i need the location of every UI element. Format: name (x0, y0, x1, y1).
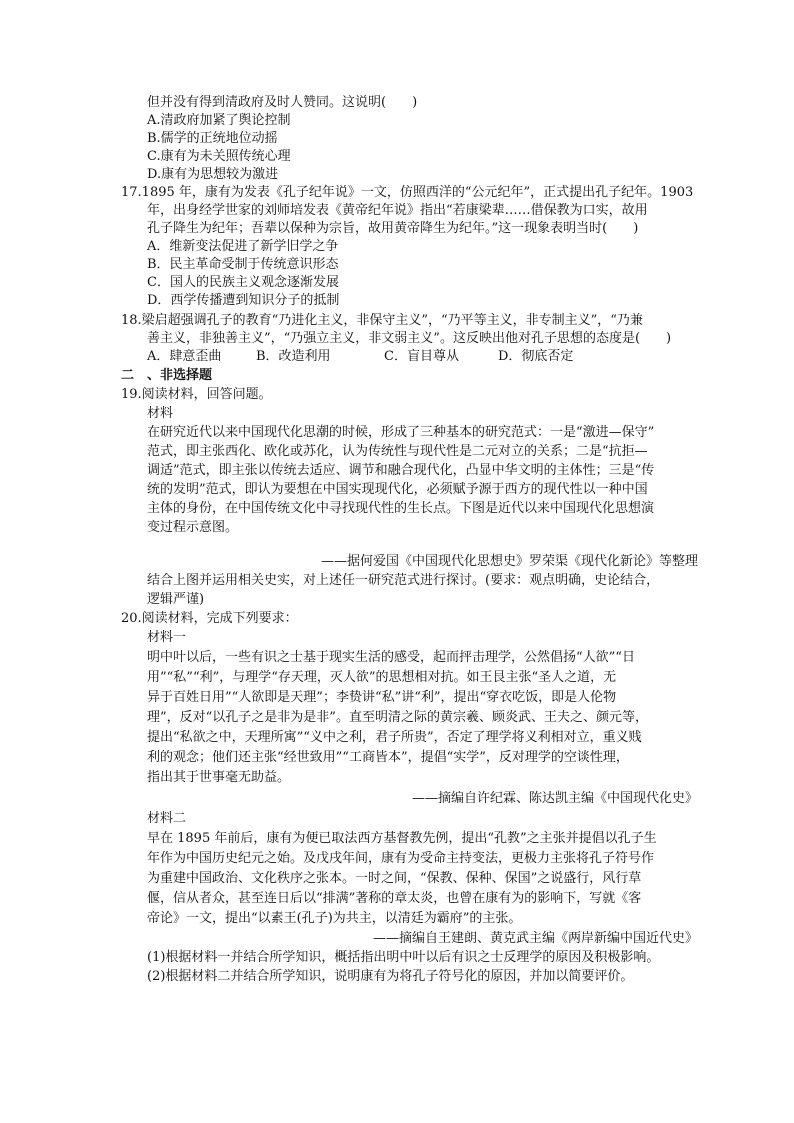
q19-material-line-4: 统的发明”范式，即认为要想在中国实现现代化，必须赋予源于西方的现代性以一种中国 (147, 482, 648, 497)
q19-material-line-1: 在研究近代以来中国现代化思潮的时候，形成了三种基本的研究范式：一是“激进—保守” (147, 425, 655, 440)
q20-material1-line-1: 明中叶以后，一些有识之士基于现实生活的感受，起而抨击理学，公然倡扬“人欲”“日 (147, 650, 635, 665)
q20-material2-line-5: 帝论》一文，提出“以素王(孔子)为共主，以清廷为霸府”的主张。 (147, 911, 522, 926)
q17-line-2: 年，出身经学世家的刘师培发表《黄帝纪年说》指出“若康梁辈……借保教为口实，故用 (147, 203, 648, 218)
q20-material1-line-4: 理”，反对“以孔子之是非为是非”。直至明清之际的黄宗羲、顾炎武、王夫之、颜元等， (147, 710, 648, 725)
q19-requirement-line-1: 结合上图并运用相关史实，对上述任一研究范式进行探讨。(要求：观点明确，史论结合， (147, 573, 660, 588)
q18-option-c: C．盲目尊从 (384, 349, 459, 364)
q18-option-d: D．彻底否定 (498, 349, 574, 364)
q20-material1-source: ——摘编自许纪霖、陈达凯主编《中国现代化史》 (411, 791, 698, 806)
q19-material-line-6: 变过程示意图。 (147, 520, 239, 535)
q20-stem: 20.阅读材料，完成下列要求： (121, 611, 298, 626)
q20-material1-line-5: 提出“私欲之中，天理所寓”“义中之利，君子所贵”，否定了理学将义利相对立，重义贱 (147, 730, 642, 745)
q20-material2-line-3: 为重建中国政治、文化秩序之张本。一时之间，“保教、保种、保国”之说盛行，风行草 (147, 871, 642, 886)
q19-material-line-5: 主体的身份，在中国传统文化中寻找现代性的生长点。下图是近代以来中国现代化思想演 (147, 501, 655, 516)
q16-option-a: A.清政府加紧了舆论控制 (147, 113, 291, 128)
q18-option-b: B．改造利用 (256, 349, 331, 364)
q19-material-label: 材料 (147, 406, 174, 421)
q19-stem: 19.阅读材料，回答问题。 (121, 387, 272, 402)
q20-material2-line-2: 年作为中国历史纪元之始。及戊戌年间，康有为受命主持变法，更极力主张将孔子符号作 (147, 851, 655, 866)
q19-material-line-2: 范式，即主张西化、欧化或苏化，认为传统性与现代性是二元对立的关系；二是“抗拒— (147, 444, 648, 459)
q19-source: ——据何爱国《中国现代化思想史》罗荣渠《现代化新论》等整理 (320, 554, 698, 569)
q20-material2-line-4: 偃，信从者众，甚至连日后以“排满”著称的章太炎，也曾在康有为的影响下，写就《客 (147, 891, 642, 906)
q20-material1-label: 材料一 (147, 630, 187, 645)
q16-stem: 但并没有得到清政府及时人赞同。这说明( ) (147, 95, 418, 110)
q17-option-c: C．国人的民族主义观念逐渐发展 (147, 275, 339, 290)
q19-material-line-3: 调适”范式，即主张以传统去适应、调节和融合现代化，凸显中华文明的主体性；三是“传 (147, 463, 655, 478)
q20-material2-source: ——摘编自王建朗、黄克武主编《两岸新编中国近代史》 (372, 931, 698, 946)
q18-line-2: 善主义，非独善主义”，“乃强立主义，非文弱主义”。这反映出他对孔子思想的态度是( ) (147, 331, 672, 346)
q17-line-3: 孔子降生为纪年；吾辈以保种为宗旨，故用黄帝降生为纪年。”这一现象表明当时( ) (147, 221, 639, 236)
q16-option-b: B.儒学的正统地位动摇 (147, 131, 278, 146)
q20-material1-line-6: 利的观念；他们还主张“经世致用”“工商皆本”，提倡“实学”，反对理学的空谈性理， (147, 750, 629, 765)
q17-option-a: A．维新变法促进了新学旧学之争 (147, 239, 339, 254)
q16-option-d: D.康有为思想较为激进 (147, 167, 279, 182)
q20-material2-label: 材料二 (147, 811, 187, 826)
q20-material2-line-1: 早在 1895 年前后，康有为便已取法西方基督教先例，提出“孔教”之主张并提倡以孔子生 (147, 831, 657, 846)
q20-task-2: (2)根据材料二并结合所学知识，说明康有为将孔子符号化的原因，并加以简要评价。 (147, 969, 634, 984)
q20-material1-line-2: 用”“私”“利”，与理学“存天理，灭人欲”的思想相对抗。如王艮主张“圣人之道，无 (147, 670, 617, 685)
q19-requirement-line-2: 逻辑严谨) (147, 592, 205, 607)
q20-material1-line-7: 指出其于世事毫无助益。 (147, 770, 291, 785)
q17-option-b: B．民主革命受制于传统意识形态 (147, 257, 339, 272)
section-heading: 二 、非选择题 (121, 368, 213, 383)
q18-option-a: A．肆意歪曲 (147, 349, 222, 364)
q18-line-1: 18.梁启超强调孔子的教育“乃进化主义，非保守主义”，“乃平等主义，非专制主义”，“乃兼 (121, 313, 643, 328)
q16-option-c: C.康有为未关照传统心理 (147, 149, 291, 164)
q20-task-1: (1)根据材料一并结合所学知识，概括指出明中叶以后有识之士反理学的原因及积极影响。 (147, 950, 660, 965)
q20-material1-line-3: 异于百姓日用”“人欲即是天理”；李贽讲“私”讲“利”，提出“穿衣吃饭，即是人伦物 (147, 690, 617, 705)
q17-line-1: 17.1895 年，康有为发表《孔子纪年说》一文，仿照西洋的“公元纪年”，正式提出孔子纪年。1903 (121, 185, 694, 200)
q17-option-d: D．西学传播遭到知识分子的抵制 (147, 293, 340, 308)
